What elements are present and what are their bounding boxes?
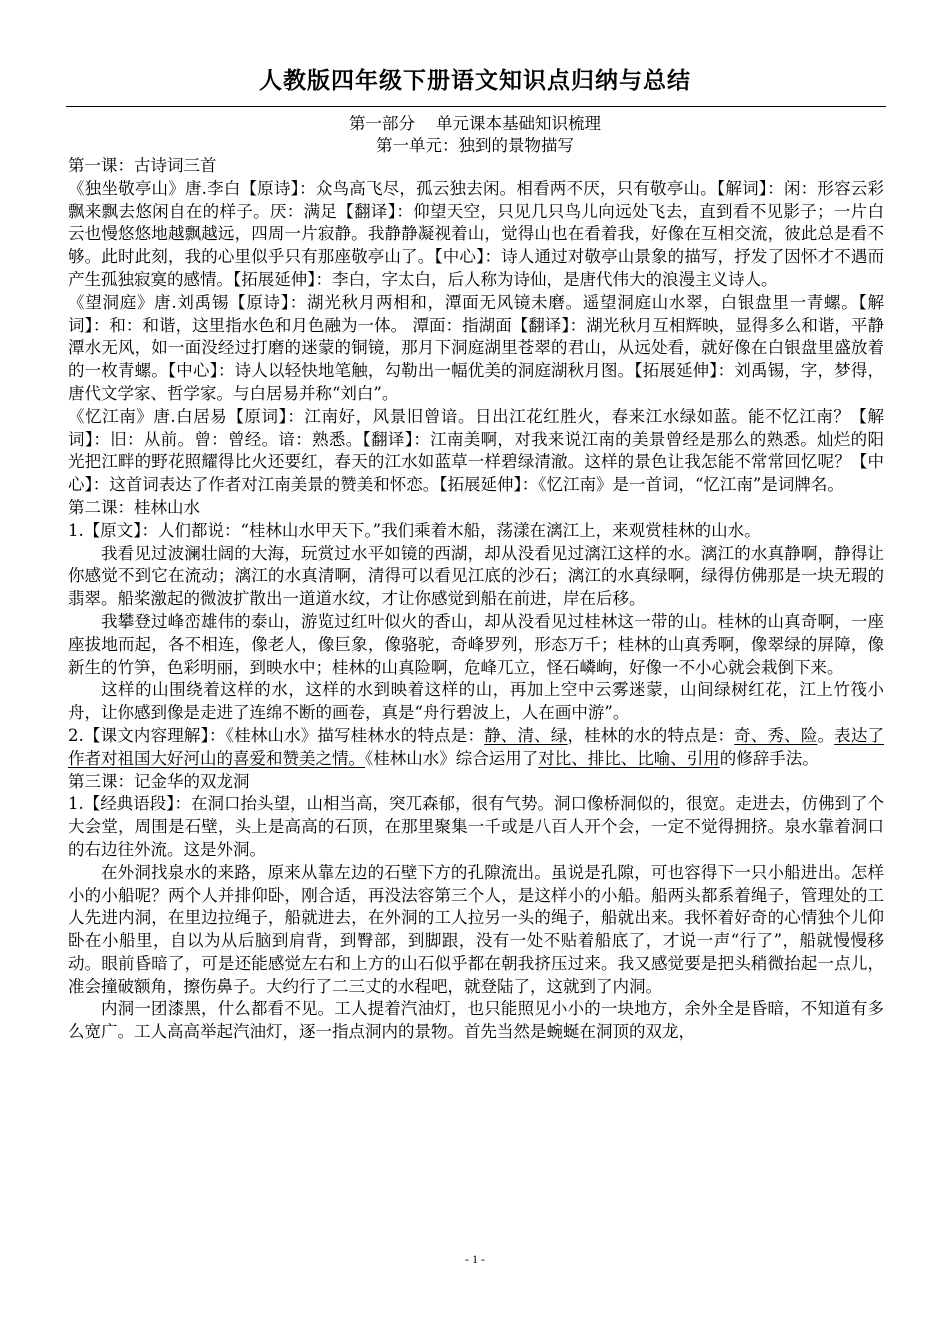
lesson2-p5-text-i: 的修辞手法。 (719, 748, 819, 768)
lesson2-paragraph-5 (68, 725, 884, 771)
lesson2-paragraph-2: 我看见过波澜壮阔的大海，玩赏过水平如镜的西湖，却从没看见过漓江这样的水。漓江的水真静啊，静得让你感觉不到它在流动；漓江的水真清啊，清得可以看见江底的沙石；漓江的水真绿啊，绿得仿佛那是一块无瑕的翡翠。船桨激起的微波扩散出一道道水纹，才让你感觉到船在前进，岸在后移。 (68, 543, 884, 609)
page-number: - 1 - (465, 1252, 485, 1266)
lesson2-p5-text-e: 。 (817, 725, 835, 745)
unit-heading: 第一单元：独到的景物描写 (376, 136, 574, 155)
lesson2-p5-text-g: 《桂林山水》综合运用了 (365, 748, 539, 768)
lesson2-paragraph-3: 我攀登过峰峦雄伟的泰山，游览过红叶似火的香山，却从没看见过桂林这一带的山。桂林的山真奇啊，一座座拔地而起，各不相连，像老人，像巨象，像骆驼，奇峰罗列，形态万千；桂林的山真秀啊，像翠绿的屏障，像新生的竹笋，色彩明丽，到映水中；桂林的山真险啊，危峰兀立，怪石嶙峋，好像一不小心就会栽倒下来。 (68, 611, 884, 677)
lesson3-paragraph-3: 内洞一团漆黑，什么都看不见。工人提着汽油灯，也只能照见小小的一块地方，余外全是昏暗，不知道有多么宽广。工人高高举起汽油灯，逐一指点洞内的景物。首先当然是蜿蜒在洞顶的双龙， (68, 999, 884, 1042)
document-title: 人教版四年级下册语文知识点归纳与总结 (259, 68, 691, 94)
lesson2-paragraph-1: 1.【原文】：人们都说：“桂林山水甲天下。”我们乘着木船，荡漾在漓江上，来观赏桂林的山水。 (68, 520, 761, 540)
lesson2-heading: 第二课：桂林山水 (68, 497, 200, 517)
lesson3-paragraph-2: 在外洞找泉水的来路，原来从靠左边的石壁下方的孔隙流出。虽说是孔隙，可也容得下一只小船进出。怎样小的小船呢？两个人并排仰卧，刚合适，再没法容第三个人，是这样小的小船。船两头都系着绳子，管理处的工人先进内洞，在里边拉绳子，船就进去，在外洞的工人拉另一头的绳子，船就出来。我怀着好奇的心情独个儿仰卧在小船里，自以为从后脑到肩背，到臀部，到脚跟，没有一处不贴着船底了，才说一声“行了”，船就慢慢移动。眼前昏暗了，可是还能感觉左右和上方的山石似乎都在朝我挤压过来。我又感觉要是把头稍微抬起一点儿，准会撞破额角，擦伤鼻子。大约行了二三丈的水程吧，就登陆了，这就到了内洞。 (68, 862, 884, 996)
lesson3-paragraph-1: 1.【经典语段】：在洞口抬头望，山相当高，突兀森郁，很有气势。洞口像桥洞似的，很宽。走进去，仿佛到了个大会堂，周围是石壁，头上是高高的石顶，在那里聚集一千或是八百人开个会，一定不觉得拥挤。泉水靠着洞口的右边往外流。这是外洞。 (68, 794, 884, 859)
lesson3-heading: 第三课：记金华的双龙洞 (68, 771, 250, 791)
lesson2-p5-text-a: 2.【课文内容理解】：《桂林山水》描写桂林水的特点是： (68, 725, 485, 745)
lesson2-p5-underline-water: 静、清、绿 (484, 725, 568, 745)
lesson2-p5-text-c: ，桂林的水的特点是： (567, 725, 735, 745)
lesson1-poem1: 《独坐敬亭山》唐.李白【原诗】：众鸟高飞尽，孤云独去闲。相看两不厌，只有敬亭山。【解词】：闲：形容云彩飘来飘去悠闲自在的样子。厌：满足【翻译】：仰望天空，只见几只鸟儿向远处飞去，直到看不见影子；一片白云也慢悠悠地越飘越远，四周一片寂静。我静静凝视着山，觉得山也在看着我，好像在互相交流，彼此总是看不够。此时此刻，我的心里似乎只有那座敬亭山了。【中心】：诗人通过对敬亭山景象的描写，抒发了因怀才不遇而产生孤独寂寞的感情。【拓展延伸】：李白，字太白，后人称为诗仙，是唐代伟大的浪漫主义诗人。 (68, 178, 884, 289)
lesson2-p5-underline-theme: 表达了作者对祖国大好河山的喜爱和赞美之情。 (68, 725, 885, 768)
lesson1-poem2: 《望洞庭》唐.刘禹锡【原诗】：湖光秋月两相和，潭面无风镜未磨。遥望洞庭山水翠，白银盘里一青螺。【解词】：和：和谐，这里指水色和月色融为一体。 潭面：指湖面【翻译】：湖光秋月互相辉映，显得多么和谐，平静潭水无风，如一面没经过打磨的迷蒙的铜镜，那月下洞庭湖里苍翠的君山，从远处看，就好像在白银盘里盛放着的一枚青螺。【中心】：诗人以轻快地笔触，勾勒出一幅优美的洞庭湖秋月图。【拓展延伸】：刘禹锡，字，梦得，唐代文学家、哲学家。与白居易并称“刘白”。 (68, 292, 884, 403)
lesson1-heading: 第一课：古诗词三首 (68, 156, 217, 175)
lesson2-paragraph-4: 这样的山围绕着这样的水，这样的水到映着这样的山，再加上空中云雾迷蒙，山间绿树红花，江上竹筏小舟，让你感到像是走进了连绵不断的画卷，真是“舟行碧波上，人在画中游”。 (68, 680, 884, 723)
lesson1-poem3: 《忆江南》唐.白居易【原词】：江南好，风景旧曾谙。日出江花红胜火，春来江水绿如蓝。能不忆江南？【解词】：旧：从前。曾：曾经。谙：熟悉。【翻译】：江南美啊，对我来说江南的美景曾经是那么的熟悉。灿烂的阳光把江畔的野花照耀得比火还要红，春天的江水如蓝草一样碧绿清澈。这样的景色让我怎能不常常回忆呢？【中心】：这首词表达了作者对江南美景的赞美和怀恋。【拓展延伸】：《忆江南》是一首词，“忆江南”是词牌名。 (68, 406, 884, 495)
title-divider (66, 106, 886, 107)
part-heading: 第一部分 单元课本基础知识梳理 (349, 114, 601, 133)
document-body (68, 155, 884, 1044)
lesson2-p5-underline-rhetoric: 对比、排比、比喻、引用 (538, 748, 720, 768)
lesson2-p5-underline-mountain: 奇、秀、险 (734, 725, 818, 745)
